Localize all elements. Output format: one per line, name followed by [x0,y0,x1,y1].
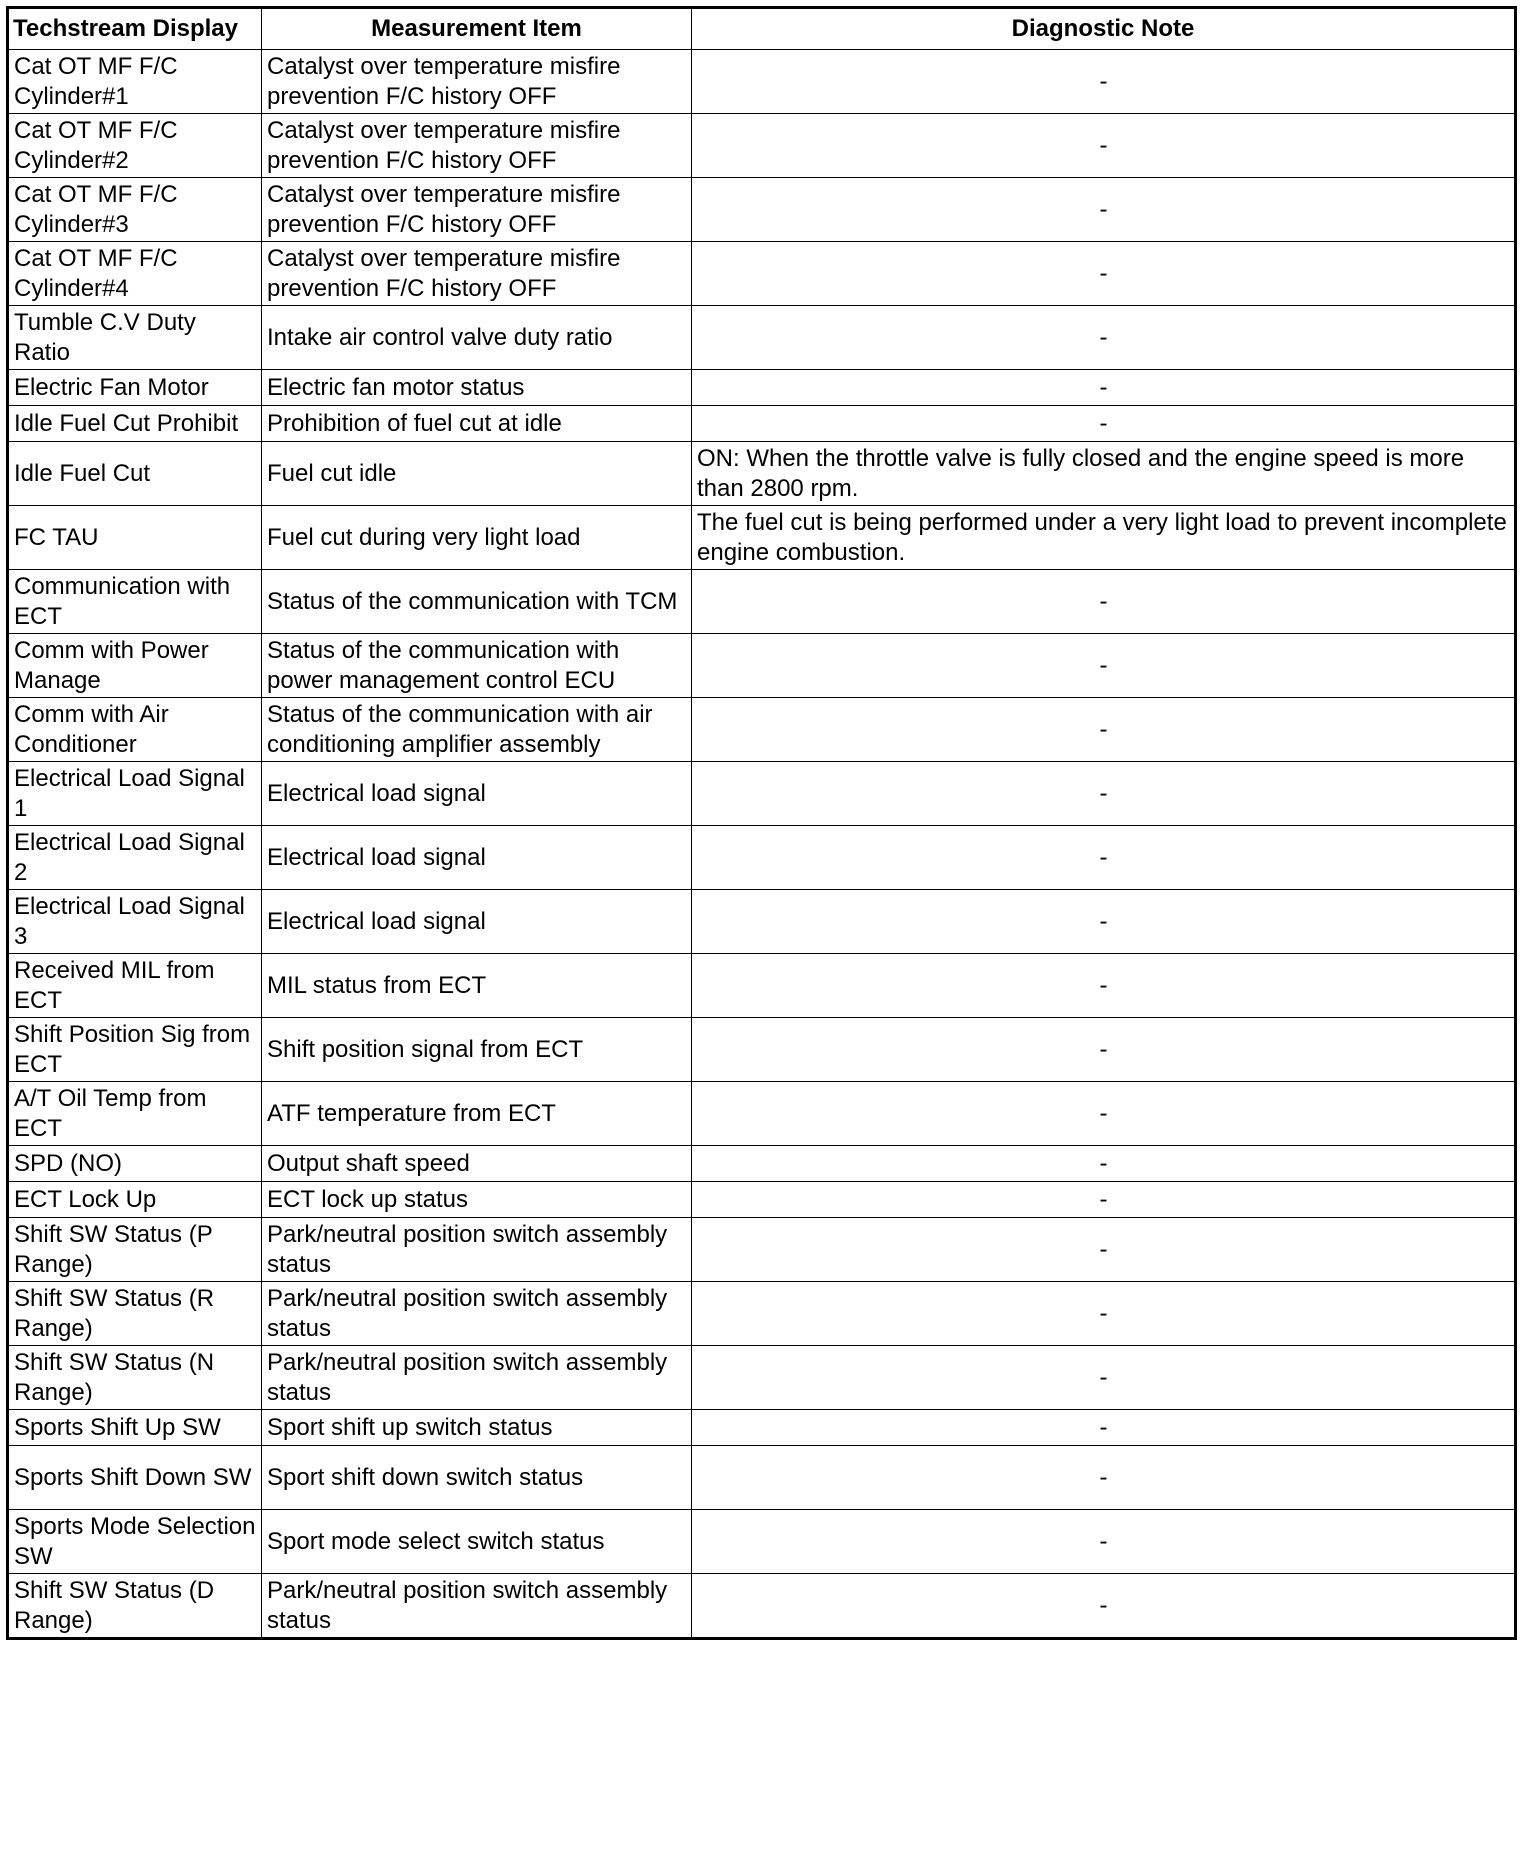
table-row [8,890,1516,954]
diagnostic-note-cell: - [692,1410,1516,1446]
measurement-item-cell: Electric fan motor status [262,370,692,406]
diagnostic-note-cell: - [692,1282,1516,1346]
table-row [8,1510,1516,1574]
measurement-item-cell: Park/neutral position switch assembly status [262,1574,692,1639]
techstream-display-cell: Communication with ECT [8,570,262,634]
techstream-display-cell: Idle Fuel Cut Prohibit [8,406,262,442]
table-header-row [8,8,1516,50]
diagnostic-note-cell: - [692,890,1516,954]
techstream-display-cell: Cat OT MF F/C Cylinder#2 [8,114,262,178]
table-row [8,406,1516,442]
techstream-display-cell: Electric Fan Motor [8,370,262,406]
table-row [8,306,1516,370]
table-row [8,1082,1516,1146]
diagnostic-note-cell: - [692,50,1516,114]
techstream-display-cell: Cat OT MF F/C Cylinder#1 [8,50,262,114]
header-measurement-item: Measurement Item [262,8,692,50]
measurement-item-cell: MIL status from ECT [262,954,692,1018]
techstream-display-cell: Sports Shift Down SW [8,1446,262,1510]
diagnostic-note-cell: ON: When the throttle valve is fully closed and the engine speed is more than 2800 rpm. [692,442,1516,506]
table-row [8,1282,1516,1346]
techstream-display-cell: Comm with Air Conditioner [8,698,262,762]
techstream-display-cell: Electrical Load Signal 2 [8,826,262,890]
table-row [8,826,1516,890]
techstream-display-cell: Received MIL from ECT [8,954,262,1018]
measurement-item-cell: Catalyst over temperature misfire prevention F/C history OFF [262,178,692,242]
table-row [8,1346,1516,1410]
diagnostic-note-cell: - [692,570,1516,634]
measurement-item-cell: ATF temperature from ECT [262,1082,692,1146]
measurement-item-cell: Electrical load signal [262,762,692,826]
diagnostic-note-cell: - [692,1082,1516,1146]
diagnostic-note-cell: - [692,1446,1516,1510]
diagnostic-note-cell: - [692,406,1516,442]
header-diagnostic-note: Diagnostic Note [692,8,1516,50]
measurement-item-cell: Intake air control valve duty ratio [262,306,692,370]
diagnostic-note-cell: - [692,1218,1516,1282]
table-row [8,698,1516,762]
measurement-item-cell: Sport shift up switch status [262,1410,692,1446]
measurement-item-cell: Catalyst over temperature misfire prevention F/C history OFF [262,50,692,114]
diagnostic-note-cell: - [692,370,1516,406]
measurement-item-cell: Park/neutral position switch assembly status [262,1282,692,1346]
measurement-item-cell: Sport shift down switch status [262,1446,692,1510]
techstream-display-cell: SPD (NO) [8,1146,262,1182]
diagnostic-note-cell: - [692,242,1516,306]
diagnostic-note-cell: - [692,114,1516,178]
table-row [8,442,1516,506]
diagnostic-note-cell: - [692,178,1516,242]
measurement-item-cell: Prohibition of fuel cut at idle [262,406,692,442]
table-row [8,634,1516,698]
techstream-display-cell: Sports Mode Selection SW [8,1510,262,1574]
measurement-item-cell: Status of the communication with power management control ECU [262,634,692,698]
techstream-display-cell: Shift SW Status (P Range) [8,1218,262,1282]
diagnostic-note-cell: - [692,1574,1516,1639]
techstream-display-cell: Cat OT MF F/C Cylinder#4 [8,242,262,306]
table-row [8,1410,1516,1446]
measurement-item-cell: Status of the communication with TCM [262,570,692,634]
table-row [8,114,1516,178]
techstream-display-cell: FC TAU [8,506,262,570]
techstream-display-cell: Sports Shift Up SW [8,1410,262,1446]
techstream-display-cell: Cat OT MF F/C Cylinder#3 [8,178,262,242]
measurement-item-cell: Electrical load signal [262,826,692,890]
measurement-item-cell: Catalyst over temperature misfire prevention F/C history OFF [262,114,692,178]
techstream-display-cell: Electrical Load Signal 1 [8,762,262,826]
measurement-item-cell: Fuel cut during very light load [262,506,692,570]
diagnostic-note-cell: - [692,698,1516,762]
techstream-display-cell: Electrical Load Signal 3 [8,890,262,954]
techstream-display-cell: A/T Oil Temp from ECT [8,1082,262,1146]
header-techstream-display: Techstream Display [8,8,262,50]
table-row [8,1446,1516,1510]
table-row [8,1574,1516,1639]
measurement-item-cell: Park/neutral position switch assembly status [262,1218,692,1282]
diagnostic-note-cell: - [692,306,1516,370]
diagnostic-note-cell: - [692,954,1516,1018]
measurement-item-cell: Shift position signal from ECT [262,1018,692,1082]
table-row [8,1018,1516,1082]
measurement-item-cell: Output shaft speed [262,1146,692,1182]
measurement-item-cell: Fuel cut idle [262,442,692,506]
table-row [8,506,1516,570]
techstream-display-cell: Shift SW Status (N Range) [8,1346,262,1410]
diagnostic-note-cell: - [692,1346,1516,1410]
measurement-item-cell: Electrical load signal [262,890,692,954]
table-row [8,954,1516,1018]
diagnostic-note-cell: - [692,1182,1516,1218]
table-row [8,50,1516,114]
techstream-data-table [6,6,1517,1640]
measurement-item-cell: Catalyst over temperature misfire prevention F/C history OFF [262,242,692,306]
measurement-item-cell: Park/neutral position switch assembly status [262,1346,692,1410]
table-row [8,570,1516,634]
techstream-display-cell: Shift SW Status (D Range) [8,1574,262,1639]
measurement-item-cell: Sport mode select switch status [262,1510,692,1574]
techstream-display-cell: Shift SW Status (R Range) [8,1282,262,1346]
diagnostic-note-cell: - [692,634,1516,698]
measurement-item-cell: Status of the communication with air conditioning amplifier assembly [262,698,692,762]
techstream-display-cell: Idle Fuel Cut [8,442,262,506]
table-row [8,1146,1516,1182]
techstream-display-cell: Comm with Power Manage [8,634,262,698]
table-row [8,242,1516,306]
techstream-display-cell: Shift Position Sig from ECT [8,1018,262,1082]
diagnostic-note-cell: - [692,826,1516,890]
techstream-display-cell: Tumble C.V Duty Ratio [8,306,262,370]
techstream-display-cell: ECT Lock Up [8,1182,262,1218]
table-row [8,1182,1516,1218]
diagnostic-note-cell: - [692,1146,1516,1182]
diagnostic-note-cell: - [692,762,1516,826]
table-row [8,762,1516,826]
measurement-item-cell: ECT lock up status [262,1182,692,1218]
diagnostic-note-cell: - [692,1510,1516,1574]
table-row [8,1218,1516,1282]
diagnostic-note-cell: The fuel cut is being performed under a very light load to prevent incomplete engine combustion. [692,506,1516,570]
diagnostic-note-cell: - [692,1018,1516,1082]
table-row [8,178,1516,242]
table-row [8,370,1516,406]
